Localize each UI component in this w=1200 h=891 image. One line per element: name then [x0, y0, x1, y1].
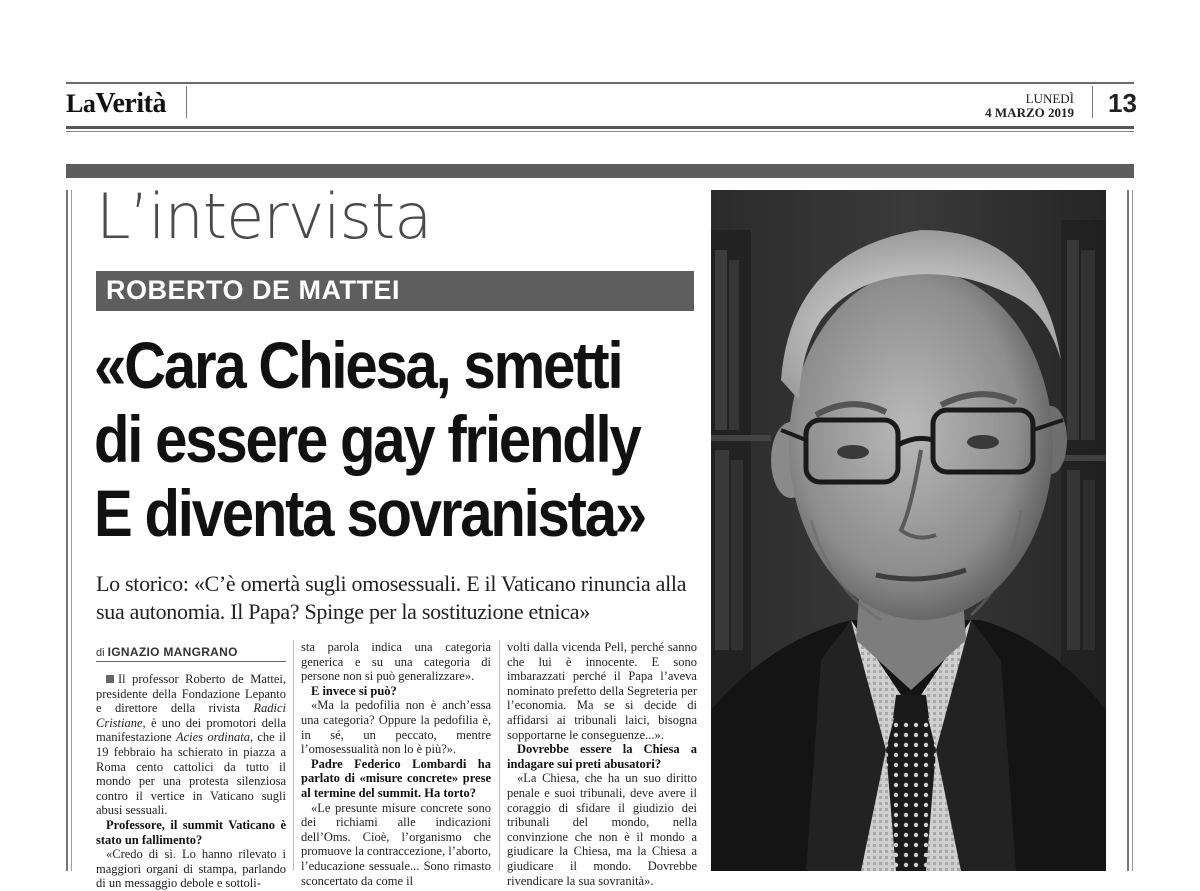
paragraph-square-icon [106, 675, 114, 683]
left-border-rule-thin [71, 190, 72, 871]
body-paragraph: volti dalla vicenda Pell, perché sanno che lui è innocente. E sono imbarazzati perché il Papa l’aveva nominato prefetto della Segreteria per l’economia. Ma se si decide di affidarsi ai tribunali laici, bisogna sopportarne le conseguenze...». [507, 640, 697, 742]
column-divider [499, 640, 500, 871]
body-column-1 [96, 672, 286, 891]
right-border-rule-thin [1132, 190, 1133, 871]
body-column-2 [301, 640, 491, 888]
headline-line-1: «Cara Chiesa, smetti [94, 328, 622, 402]
interview-question: Professore, il summit Vaticano è stato un fallimento? [96, 817, 286, 847]
standfirst: Lo storico: «C’è omertà sugli omosessuali. E il Vaticano rinuncia alla sua autonomia. Il Papa? Spinge per la sostituzione etnica» [96, 571, 687, 624]
body-paragraph: «Credo di sì. Lo hanno rilevato i maggiori organi di stampa, parlando di un messaggio debole e sottoli- [96, 847, 286, 891]
byline [96, 645, 286, 662]
headline-line-3: E diventa sovranista» [94, 476, 646, 550]
portrait-photo [711, 190, 1106, 871]
byline-prefix: di [96, 647, 105, 659]
masthead-divider-left [186, 86, 187, 118]
column-divider [293, 640, 294, 871]
issue-date [985, 92, 1074, 120]
body-paragraph: «Ma la pedofilia non è anch’essa una categoria? Oppure la pedofilia è, in sé, un peccato, mentre l’omosessualità non lo è più?». [301, 698, 491, 757]
section-kicker: L’intervista [96, 180, 432, 253]
headline [94, 328, 646, 550]
body-paragraph: «Le presunte misure concrete sono dei richiami alle indicazioni dell’Oms. Cioè, l’organismo che promuove la contraccezione, l’aborto, l’educazione sessuale... Sono rimasto sconcertato da come il [301, 800, 491, 888]
masthead-bottom-rule-thin [66, 131, 1134, 132]
interviewee-banner [96, 271, 694, 311]
issue-weekday: LUNEDÌ [1025, 91, 1074, 106]
interview-question: Dovrebbe essere la Chiesa a indagare sui preti abusatori? [507, 742, 697, 771]
body-paragraph: «La Chiesa, che ha un suo diritto penale e suoi tribunali, deve avere il coraggio di sfidare il giudizio dei tribunali del mondo, nella convinzione che non è il mondo a giudicare la Chiesa, ma la Chiesa a giudicare il mondo. Dovrebbe rivendicare la sua sovranità». [507, 771, 697, 888]
interview-question: Padre Federico Lombardi ha parlato di «misure concrete» prese al termine del summit. Ha torto? [301, 756, 491, 800]
issue-date-text: 4 MARZO 2019 [985, 105, 1074, 120]
body-paragraph: Il professor Roberto de Mattei, presidente della Fondazione Lepanto e direttore della rivista Radici Cristiane, è uno dei promotori della manifestazione Acies ordinata, che il 19 febbraio ha schierato in piazza a Roma cento cattolici da tutto il mondo per una protesta silenziosa contro il vertice in Vaticano sugli abusi sessuali. [96, 672, 286, 818]
masthead-divider-right [1092, 86, 1093, 118]
byline-author: IGNAZIO MANGRANO [107, 645, 238, 659]
left-border-rule [66, 190, 68, 871]
interview-question: E invece si può? [311, 683, 397, 698]
body-paragraph: sta parola indica una categoria generica e su una categoria di persone non si può generalizzare». [301, 640, 491, 684]
newspaper-logo[interactable]: LaVerità [66, 88, 166, 119]
body-column-3 [507, 640, 697, 888]
section-bar [66, 164, 1134, 178]
interviewee-name: ROBERTO DE MATTEI [106, 275, 401, 305]
masthead-top-rule [66, 82, 1134, 84]
masthead-bottom-rule [66, 126, 1134, 129]
right-border-rule [1127, 190, 1129, 871]
headline-line-2: di essere gay friendly [94, 402, 640, 476]
page-number: 13 [1108, 88, 1137, 118]
portrait-illustration [711, 190, 1106, 871]
